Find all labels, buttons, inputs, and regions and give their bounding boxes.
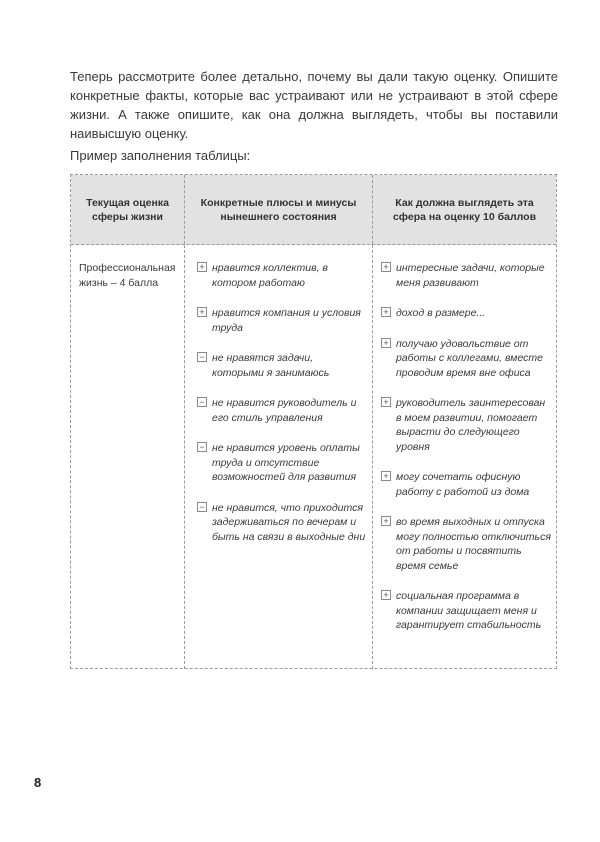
item-text: руководитель заинтересован в моем развитии, помогает вырасти до следующего уровня xyxy=(396,397,546,453)
list-item xyxy=(197,306,366,335)
minus-icon: − xyxy=(197,397,207,407)
list-item xyxy=(197,501,366,545)
item-text: во время выходных и отпуска могу полностью отключиться от работы и посвятить время семье xyxy=(396,516,551,572)
header-ideal: Как должна выглядеть эта сфера на оценку 10 баллов xyxy=(372,175,556,244)
list-item xyxy=(381,337,552,381)
item-text: не нравится уровень оплаты труда и отсутствие возможностей для развития xyxy=(212,442,360,483)
table-body xyxy=(71,245,556,669)
item-text: не нравится, что приходится задерживаться по вечерам и быть на связи в выходные дни xyxy=(212,501,366,543)
plus-icon: + xyxy=(381,307,391,317)
plus-icon: + xyxy=(381,338,391,348)
list-item xyxy=(381,470,552,499)
list-item xyxy=(197,351,366,380)
plus-icon: + xyxy=(381,516,391,526)
plus-icon: + xyxy=(381,262,391,272)
pros-cons-cell xyxy=(184,245,372,669)
list-item xyxy=(381,306,552,321)
page-number: 8 xyxy=(34,775,42,790)
item-text: не нравятся задачи, которыми я занимаюсь xyxy=(212,352,330,379)
list-item xyxy=(381,515,552,573)
item-text: социальная программа в компании защищает меня и гарантирует стабильность xyxy=(396,590,542,631)
list-item xyxy=(381,396,552,454)
plus-icon: + xyxy=(381,590,391,600)
ideal-cell xyxy=(372,245,556,669)
item-text: нравится коллектив, в котором работаю xyxy=(212,262,328,289)
intro-paragraph: Теперь рассмотрите более детально, почему вы дали такую оценку. Опишите конкретные факты, которые вас устраивают или не устраивают в этой сфере жизни. А также опишите, как она должна выглядеть, чтобы вы поставили наивысшую оценку. xyxy=(70,69,558,141)
item-text: нравится компания и условия труда xyxy=(212,307,361,334)
current-rating-text: Профессиональная жизнь – 4 балла xyxy=(79,262,176,289)
list-item xyxy=(381,589,552,633)
list-item xyxy=(197,261,366,290)
table-header xyxy=(71,175,556,245)
item-text: не нравится руководитель и его стиль управления xyxy=(212,397,357,424)
example-label: Пример заполнения таблицы: xyxy=(70,148,251,163)
plus-icon: + xyxy=(197,307,207,317)
minus-icon: − xyxy=(197,442,207,452)
list-item xyxy=(197,396,366,425)
item-text: могу сочетать офисную работу с работой из дома xyxy=(396,471,530,498)
example-table xyxy=(70,174,557,669)
item-text: интересные задачи, которые меня развивают xyxy=(396,262,545,289)
item-text: получаю удовольствие от работы с коллегами, вместе проводим время вне офиса xyxy=(396,337,544,379)
list-item xyxy=(197,441,366,485)
header-pros-cons: Конкретные плюсы и минусы нынешнего состояния xyxy=(184,175,372,244)
current-rating-cell xyxy=(71,245,184,669)
header-current-rating: Текущая оценка сферы жизни xyxy=(86,196,169,223)
minus-icon: − xyxy=(197,352,207,362)
list-item xyxy=(381,261,552,290)
plus-icon: + xyxy=(381,397,391,407)
minus-icon: − xyxy=(197,502,207,512)
plus-icon: + xyxy=(197,262,207,272)
plus-icon: + xyxy=(381,471,391,481)
item-text: доход в размере... xyxy=(396,307,486,319)
